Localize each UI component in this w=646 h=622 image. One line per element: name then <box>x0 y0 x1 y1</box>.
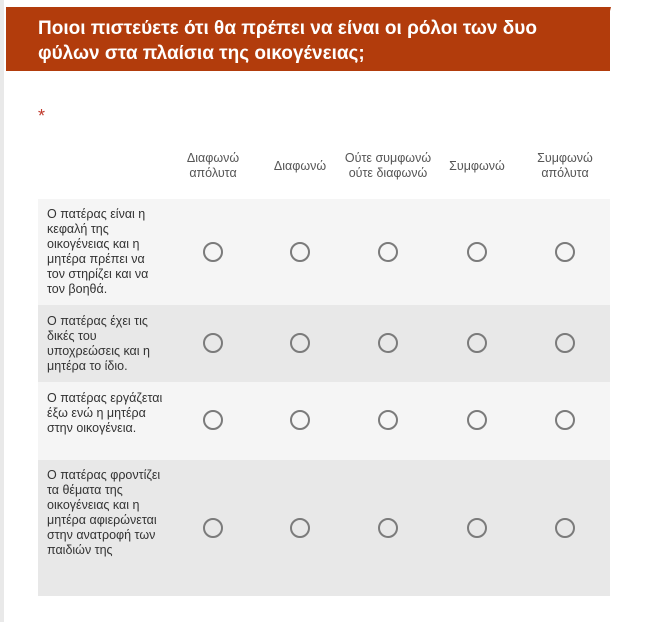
radio-row3-disagree[interactable] <box>290 410 310 430</box>
radio-row4-strongly-agree[interactable] <box>555 518 575 538</box>
column-header-strongly-disagree: Διαφωνώ απόλυτα <box>186 151 240 180</box>
column-headers <box>38 133 610 199</box>
header-ribbon-fold <box>595 7 611 71</box>
radio-row4-disagree[interactable] <box>290 518 310 538</box>
radio-row1-strongly-disagree[interactable] <box>203 242 223 262</box>
required-asterisk: * <box>38 106 46 126</box>
matrix-row-2 <box>38 305 610 382</box>
question-title: Ποιοι πιστεύετε ότι θα πρέπει να είναι οι ρόλοι των δυο φύλων στα πλαίσια της οικογένειας; <box>38 18 537 64</box>
radio-row3-agree[interactable] <box>467 410 487 430</box>
radio-row3-strongly-agree[interactable] <box>555 410 575 430</box>
row-label-1: Ο πατέρας είναι η κεφαλή της οικογένειας και η μητέρα πρέπει να τον στηρίζει και να τον βοηθά. <box>47 207 149 296</box>
row-label-2: Ο πατέρας έχει τις δικές του υποχρεώσεις και η μητέρα το ίδιο. <box>47 314 150 373</box>
row-label-4: Ο πατέρας φροντίζει τα θέματα της οικογένειας και η μητέρα αφιερώνεται στην ανατροφή των παιδιών της <box>47 468 161 557</box>
radio-row4-neutral[interactable] <box>378 518 398 538</box>
radio-row2-agree[interactable] <box>467 333 487 353</box>
radio-row2-disagree[interactable] <box>290 333 310 353</box>
radio-row2-strongly-disagree[interactable] <box>203 333 223 353</box>
radio-row3-strongly-disagree[interactable] <box>203 410 223 430</box>
radio-row4-agree[interactable] <box>467 518 487 538</box>
matrix-row-3 <box>38 382 610 460</box>
column-header-disagree: Διαφωνώ <box>273 158 327 173</box>
page-left-border <box>0 0 4 622</box>
column-header-strongly-agree: Συμφωνώ απόλυτα <box>537 151 593 180</box>
radio-row2-strongly-agree[interactable] <box>555 333 575 353</box>
likert-matrix <box>38 133 610 596</box>
row-label-3: Ο πατέρας εργάζεται έξω ενώ η μητέρα στην οικογένεια. <box>47 391 163 435</box>
matrix-row-4 <box>38 460 610 596</box>
column-header-agree: Συμφωνώ <box>449 158 505 173</box>
radio-row2-neutral[interactable] <box>378 333 398 353</box>
matrix-row-1 <box>38 199 610 305</box>
radio-row4-strongly-disagree[interactable] <box>203 518 223 538</box>
radio-row3-neutral[interactable] <box>378 410 398 430</box>
radio-row1-disagree[interactable] <box>290 242 310 262</box>
radio-row1-neutral[interactable] <box>378 242 398 262</box>
radio-row1-strongly-agree[interactable] <box>555 242 575 262</box>
column-header-neutral: Ούτε συμφωνώ ούτε διαφωνώ <box>344 151 432 180</box>
radio-row1-agree[interactable] <box>467 242 487 262</box>
